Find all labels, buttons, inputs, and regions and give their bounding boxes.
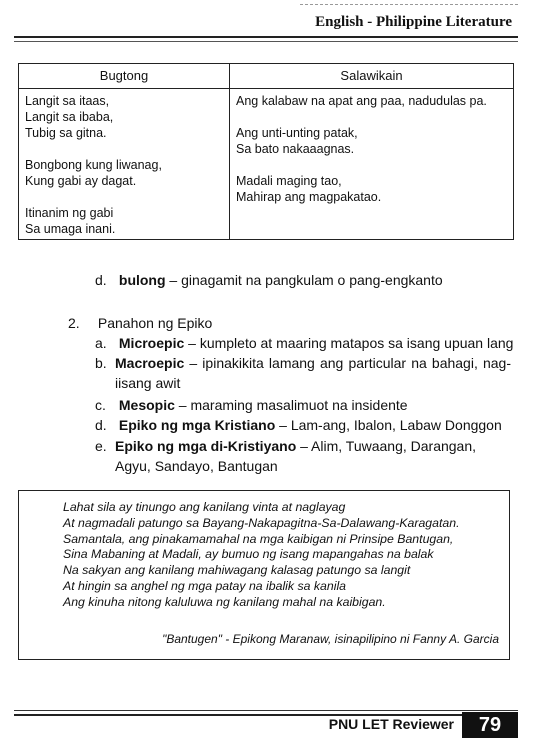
poem-text bbox=[63, 500, 460, 611]
term-epiko-kristiano: Epiko ng mga Kristiano bbox=[118, 417, 276, 433]
salawikain-line: Ang kalabaw na apat ang paa, nadudulas pa. bbox=[236, 94, 487, 108]
term-macroepic: Macroepic bbox=[115, 355, 185, 371]
salawikain-line: Mahirap ang magpakatao. bbox=[236, 190, 382, 204]
bugtong-stanza bbox=[25, 93, 223, 141]
epic-item-b-marker bbox=[95, 353, 115, 373]
page-number: 79 bbox=[462, 712, 518, 738]
poem-line: At nagmadali patungo sa Bayang-Nakapagitna-Sa-Dalawang-Karagatan. bbox=[63, 515, 460, 530]
salawikain-cell bbox=[230, 89, 514, 240]
bugtong-line: Sa umaga inani. bbox=[25, 222, 116, 236]
poem-citation: "Bantugen" - Epikong Maranaw, isinapilipino ni Fanny A. Garcia bbox=[162, 632, 499, 646]
salawikain-stanza bbox=[236, 173, 507, 205]
section-title: Panahon ng Epiko bbox=[97, 315, 213, 331]
poem-excerpt-box bbox=[18, 490, 510, 660]
salawikain-line: Sa bato nakaaagnas. bbox=[236, 142, 355, 156]
term-mesopic: Mesopic bbox=[118, 397, 175, 413]
list-marker: d. bbox=[95, 417, 107, 433]
bugtong-cell bbox=[19, 89, 230, 240]
footer-book-title: PNU LET Reviewer bbox=[328, 716, 454, 732]
poem-line: Ang kinuha nitong kaluluwa ng kanilang mahal na kaibigan. bbox=[63, 594, 386, 609]
list-marker: d. bbox=[95, 272, 107, 288]
term-epiko-di-kristiyano: Epiko ng mga di-Kristiyano bbox=[115, 438, 297, 454]
epic-item-c bbox=[95, 395, 408, 415]
bugtong-line: Tubig sa gitna. bbox=[25, 126, 107, 140]
definition-microepic: – kumpleto at maaring matapos sa isang upuan lang bbox=[184, 335, 514, 351]
poem-line: At hingin sa anghel ng mga patay na ibalik sa kanila bbox=[63, 578, 347, 593]
definition-epiko-di-kristiyano: – Alim, Tuwaang, Darangan, Agyu, Sandayo, Bantugan bbox=[115, 438, 477, 474]
header-top-rule bbox=[300, 4, 518, 5]
definition-epiko-kristiano: – Lam-ang, Ibalon, Labaw Donggon bbox=[275, 417, 502, 433]
definition-mesopic: – maraming masalimuot na insidente bbox=[174, 397, 408, 413]
definition-macroepic: – ipinakikita lamang ang particular na bahagi, nag-iisang awit bbox=[115, 355, 511, 391]
list-marker: b. bbox=[95, 355, 107, 371]
header-rule bbox=[14, 36, 518, 42]
bugtong-salawikain-table bbox=[18, 63, 514, 240]
list-marker: a. bbox=[95, 335, 107, 351]
salawikain-line: Ang unti-unting patak, bbox=[236, 126, 358, 140]
salawikain-stanza bbox=[236, 93, 507, 109]
section-heading bbox=[68, 313, 212, 333]
poem-line: Lahat sila ay tinungo ang kanilang vinta at naglayag bbox=[63, 500, 346, 514]
epic-item-e-marker bbox=[95, 436, 115, 456]
bugtong-line: Langit sa ibaba, bbox=[25, 110, 114, 124]
list-item-bulong bbox=[95, 270, 443, 290]
running-header-title: English - Philippine Literature bbox=[315, 14, 512, 30]
list-marker: e. bbox=[95, 438, 107, 454]
bugtong-stanza bbox=[25, 205, 223, 237]
term-microepic: Microepic bbox=[118, 335, 185, 351]
epic-item-d bbox=[95, 415, 502, 435]
poem-line: Na sakyan ang kanilang mahiwagang kalasag patungo sa langit bbox=[63, 563, 411, 578]
salawikain-stanza bbox=[236, 125, 507, 157]
table-header-bugtong: Bugtong bbox=[19, 64, 230, 89]
bugtong-line: Itinanim ng gabi bbox=[25, 206, 114, 220]
term-bulong: bulong bbox=[118, 272, 166, 288]
epic-item-e bbox=[115, 436, 511, 476]
epic-item-a bbox=[95, 333, 513, 353]
list-marker: c. bbox=[95, 397, 106, 413]
section-number: 2. bbox=[68, 315, 80, 331]
definition-bulong: – ginagamit na pangkulam o pang-engkanto bbox=[165, 272, 443, 288]
bugtong-line: Bongbong kung liwanag, bbox=[25, 158, 162, 172]
table-header-salawikain: Salawikain bbox=[230, 64, 514, 89]
bugtong-line: Langit sa itaas, bbox=[25, 94, 110, 108]
bugtong-line: Kung gabi ay dagat. bbox=[25, 174, 137, 188]
bugtong-stanza bbox=[25, 157, 223, 189]
epic-item-b bbox=[115, 353, 511, 393]
salawikain-line: Madali maging tao, bbox=[236, 174, 342, 188]
poem-line: Samantala, ang pinakamamahal na mga kaibigan ni Prinsipe Bantugan, bbox=[63, 531, 454, 546]
poem-line: Sina Mabaning at Madali, ay bumuo ng isang mapangahas na balak bbox=[63, 547, 434, 562]
